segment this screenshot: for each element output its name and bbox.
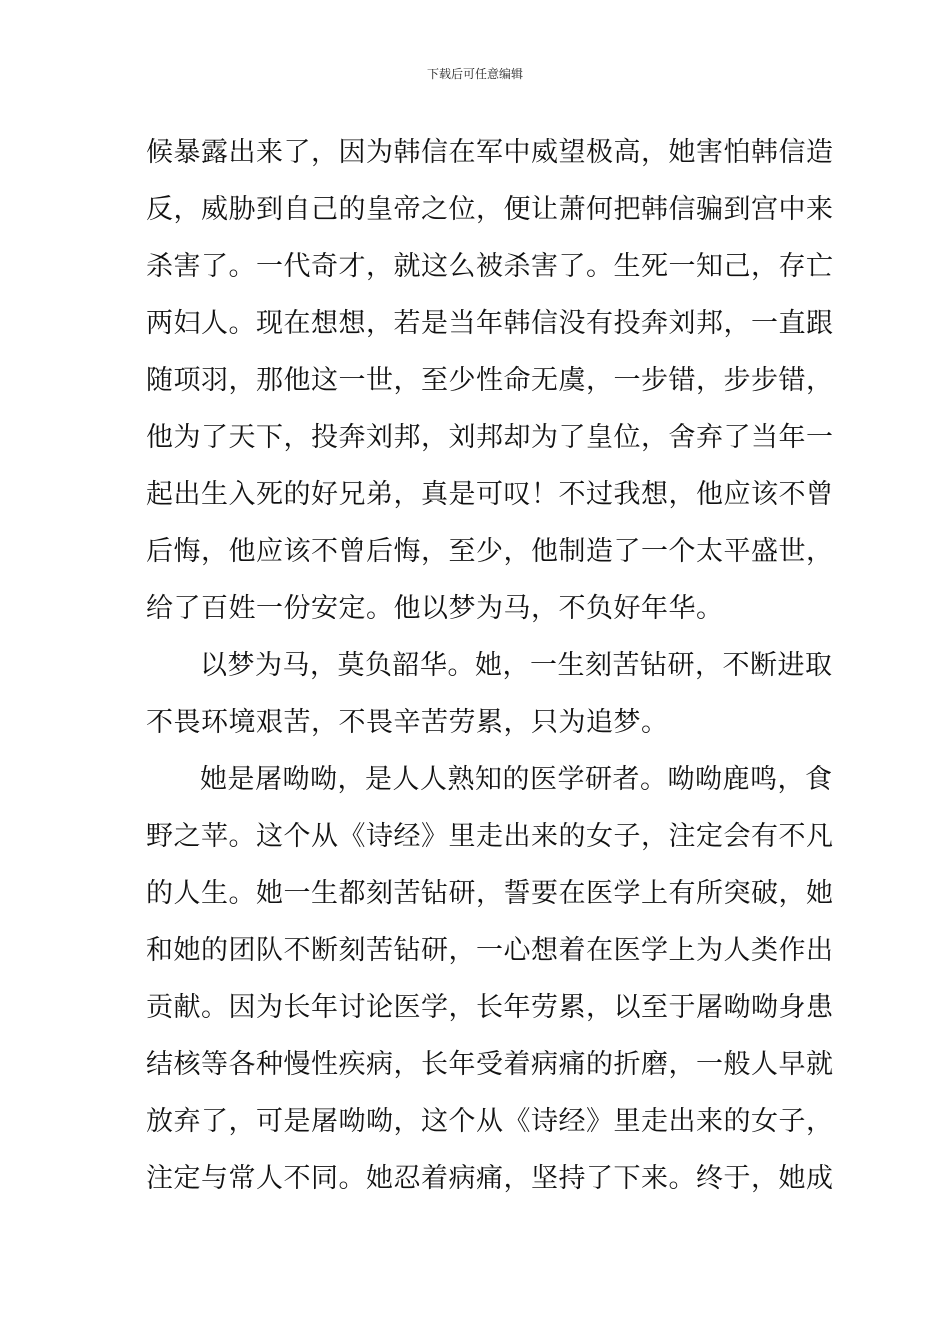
text-line: 候暴露出来了，因为韩信在军中威望极高，她害怕韩信造 xyxy=(146,137,834,168)
text-line: 随项羽，那他这一世，至少性命无虞，一步错，步步错， xyxy=(146,365,834,396)
text-line: 贡献。因为长年讨论医学，长年劳累，以至于屠呦呦身患 xyxy=(146,992,834,1023)
text-line: 注定与常人不同。她忍着病痛，坚持了下来。终于，她成 xyxy=(146,1163,834,1194)
text-line: 后悔，他应该不曾后悔，至少，他制造了一个太平盛世， xyxy=(146,536,834,567)
body-text xyxy=(146,124,834,1207)
text-line: 两妇人。现在想想，若是当年韩信没有投奔刘邦，一直跟 xyxy=(146,308,834,339)
text-line: 她是屠呦呦，是人人熟知的医学研者。呦呦鹿鸣，食 xyxy=(200,764,833,795)
text-line: 野之苹。这个从《诗经》里走出来的女子，注定会有不凡 xyxy=(146,821,834,852)
text-line: 不畏环境艰苦，不畏辛苦劳累，只为追梦。 xyxy=(146,707,669,738)
text-line: 以梦为马，莫负韶华。她，一生刻苦钻研，不断进取 xyxy=(200,650,833,681)
text-line: 他为了天下，投奔刘邦，刘邦却为了皇位，舍弃了当年一 xyxy=(146,422,834,453)
text-line: 反，威胁到自己的皇帝之位，便让萧何把韩信骗到宫中来 xyxy=(146,194,834,225)
text-line: 结核等各种慢性疾病，长年受着病痛的折磨，一般人早就 xyxy=(146,1049,834,1080)
text-line: 杀害了。一代奇才，就这么被杀害了。生死一知己，存亡 xyxy=(146,251,834,282)
text-line: 起出生入死的好兄弟，真是可叹！不过我想，他应该不曾 xyxy=(146,479,834,510)
text-line: 的人生。她一生都刻苦钻研，誓要在医学上有所突破，她 xyxy=(146,878,834,909)
text-line: 给了百姓一份安定。他以梦为马，不负好年华。 xyxy=(146,593,724,624)
page-header: 下载后可任意编辑 xyxy=(426,67,523,81)
text-line: 放弃了，可是屠呦呦，这个从《诗经》里走出来的女子， xyxy=(146,1106,834,1137)
text-line: 和她的团队不断刻苦钻研，一心想着在医学上为人类作出 xyxy=(146,935,834,966)
